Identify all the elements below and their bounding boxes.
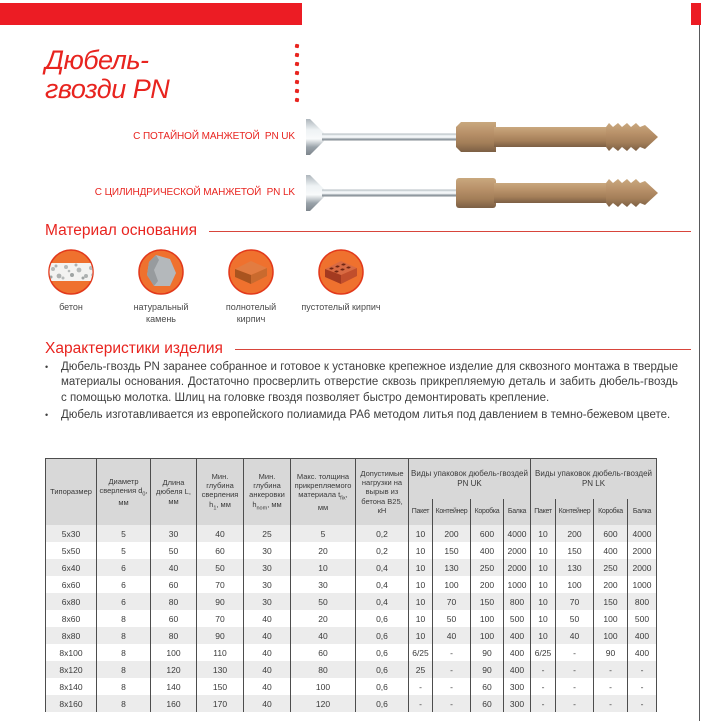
column-header-pullout-load: Допустимые нагрузки на вырыв из бетона В25, кН [356,459,409,526]
table-cell: 0,6 [356,695,409,712]
nail-pn-lk-image [306,169,658,217]
table-cell: 130 [433,559,471,576]
table-cell: 8x60 [46,610,97,627]
table-cell: 100 [151,644,197,661]
bullet-text: Дюбель изготавливается из европейского полиамида PA6 методом литья под давлением в темно-бежевом цвете. [61,408,671,421]
table-cell: 100 [471,627,504,644]
table-cell: 8x80 [46,627,97,644]
table-cell: 8 [97,627,151,644]
table-cell: 0,2 [356,542,409,559]
table-cell: - [556,644,594,661]
table-cell: 120 [151,661,197,678]
page-title-line2: гвозди PN [45,73,170,104]
table-cell: 60 [197,542,244,559]
table-cell: - [628,661,657,678]
table-cell: 120 [291,695,356,712]
table-cell: 30 [244,542,291,559]
table-cell: 8 [97,610,151,627]
table-cell: - [594,678,628,695]
table-cell: - [433,678,471,695]
table-cell: 90 [471,644,504,661]
table-row [46,695,657,712]
table-cell: 300 [504,695,531,712]
page-right-edge [699,25,700,721]
table-cell: 80 [291,661,356,678]
table-cell: 2000 [628,559,657,576]
table-cell: 90 [594,644,628,661]
table-cell: 130 [197,661,244,678]
table-cell: 400 [504,661,531,678]
product-label-pn-lk: С ЦИЛИНДРИЧЕСКОЙ МАНЖЕТОЙ PN LK [94,187,295,198]
bullet-marker: • [45,409,49,420]
table-cell: 40 [244,678,291,695]
table-cell: 150 [197,678,244,695]
red-dot [295,53,300,58]
material-item-hollow-brick [296,248,386,325]
table-cell: 6x60 [46,576,97,593]
table-cell: - [594,661,628,678]
table-cell: 30 [291,576,356,593]
table-cell: 400 [628,644,657,661]
table-cell: 8 [97,678,151,695]
heading-rule [235,349,691,350]
table-cell: 0,4 [356,593,409,610]
table-cell: 40 [197,525,244,542]
table-cell: 6x80 [46,593,97,610]
table-cell: 0,6 [356,644,409,661]
table-cell: 80 [151,627,197,644]
group-header-pn-uk: Виды упаковок дюбель-гвоздей PN UK [409,459,531,500]
table-cell: 20 [291,542,356,559]
table-cell: 70 [556,593,594,610]
table-cell: 6/25 [531,644,556,661]
table-cell: 4000 [628,525,657,542]
table-cell: - [628,695,657,712]
table-cell: 150 [594,593,628,610]
table-cell: 60 [471,695,504,712]
table-cell: - [409,678,433,695]
table-cell: 10 [409,610,433,627]
table-cell: 150 [433,542,471,559]
characteristics-list [45,360,678,425]
table-cell: 40 [244,644,291,661]
table-cell: 10 [531,559,556,576]
table-cell: 20 [291,610,356,627]
table-cell: 60 [291,644,356,661]
red-dot [295,62,300,67]
table-cell: 60 [471,678,504,695]
material-item-solid-brick [206,248,296,325]
table-cell: 250 [594,559,628,576]
group-header-pn-lk: Виды упаковок дюбель-гвоздей PN LK [531,459,657,500]
table-cell: 10 [409,576,433,593]
characteristics-heading-text: Характеристики изделия [45,340,223,357]
table-cell: 0,6 [356,661,409,678]
table-row [46,610,657,627]
table-cell: 200 [471,576,504,593]
table-cell: 8x140 [46,678,97,695]
table-cell: 140 [151,678,197,695]
solid-brick-icon [227,248,275,296]
packaging-header: Балка [504,499,531,525]
table-row [46,678,657,695]
material-label: пустотелый кирпич [301,302,381,312]
table-cell: 1000 [628,576,657,593]
table-cell: 8 [97,661,151,678]
table-cell: 500 [504,610,531,627]
table-cell: 6x40 [46,559,97,576]
packaging-header: Балка [628,499,657,525]
table-cell: 90 [197,627,244,644]
characteristics-section-heading [45,340,691,358]
material-item-natural-stone [116,248,206,325]
table-cell: 10 [409,542,433,559]
table-cell: 110 [197,644,244,661]
table-row [46,559,657,576]
table-row [46,576,657,593]
page-title [45,46,169,104]
nail-pn-uk-image [306,113,658,161]
heading-rule [209,231,691,232]
table-cell: 150 [556,542,594,559]
table-cell: 40 [244,610,291,627]
table-cell: 25 [409,661,433,678]
page-title-line1: Дюбель- [45,45,149,75]
product-label-pn-uk: С ПОТАЙНОЙ МАНЖЕТОЙ PN UK [133,131,295,142]
bullet-marker: • [45,362,49,372]
table-cell: 150 [471,593,504,610]
table-cell: 10 [409,593,433,610]
table-cell: 10 [531,542,556,559]
red-dot [295,89,300,94]
table-cell: 6 [97,559,151,576]
table-cell: 600 [471,525,504,542]
table-cell: 2000 [628,542,657,559]
table-cell: 70 [197,576,244,593]
table-cell: 160 [151,695,197,712]
table-cell: 4000 [504,525,531,542]
material-label: натуральный камень [133,302,189,324]
table-cell: 100 [556,576,594,593]
table-row [46,661,657,678]
table-cell: - [531,695,556,712]
table-cell: 5x30 [46,525,97,542]
material-label: бетон [59,302,83,312]
column-header-max-material-thickness: Макс. толщина прикрепляемого материала $t_{fix}$, мм [291,459,356,526]
top-banner-right [691,3,701,25]
red-dot [295,80,300,85]
table-cell: 200 [594,576,628,593]
table-header-row-1 [46,459,657,500]
table-cell: 8x100 [46,644,97,661]
bullet-text: Дюбель-гвоздь PN заранее собранное и готовое к установке крепежное изделие для сквозного монтажа в твердые материалы основания. Достаточно просверлить отверстие сквозь прикрепляемую деталь и забить дюбель-гвоздь с помощью молотка. Шлиц на головке гвоздя позволяет быстро демонтировать крепление. [61,361,678,404]
table-cell: 60 [151,576,197,593]
table-cell: 250 [471,559,504,576]
size-table [45,458,656,712]
table-cell: 0,2 [356,525,409,542]
table-cell: 10 [531,610,556,627]
table-cell: 70 [433,593,471,610]
table-cell: 8 [97,644,151,661]
top-banner [0,3,302,25]
concrete-icon [47,248,95,296]
red-dot [295,71,300,76]
table-cell: - [531,678,556,695]
table-cell: 50 [291,593,356,610]
table-cell: 10 [531,525,556,542]
table-cell: 800 [504,593,531,610]
table-cell: 40 [244,627,291,644]
table-cell: 5 [291,525,356,542]
table-cell: 40 [556,627,594,644]
table-cell: 2000 [504,542,531,559]
table-cell: 10 [531,576,556,593]
table-cell: 0,4 [356,576,409,593]
red-dot [295,98,300,103]
table-cell: 40 [291,627,356,644]
table-cell: 400 [504,644,531,661]
table-cell: - [556,661,594,678]
table-cell: 8x160 [46,695,97,712]
table-cell: 0,6 [356,627,409,644]
table-cell: 40 [244,695,291,712]
table-cell: 5x50 [46,542,97,559]
table-cell: 50 [556,610,594,627]
table-cell: - [556,678,594,695]
table-cell: 80 [151,593,197,610]
material-label: полнотелый кирпич [225,302,277,324]
table-cell: 130 [556,559,594,576]
materials-icons-row [26,248,386,325]
column-header-typesize: Типоразмер [46,459,97,526]
table-row [46,542,657,559]
table-cell: - [556,695,594,712]
packaging-header: Контейнер [433,499,471,525]
table-cell: 30 [244,559,291,576]
red-dot [295,44,300,49]
table-cell: 50 [197,559,244,576]
table-cell: 200 [556,525,594,542]
table-cell: 100 [594,627,628,644]
table-cell: 5 [97,525,151,542]
table-cell: - [628,678,657,695]
materials-section-heading [45,222,691,240]
table-cell: 400 [628,627,657,644]
table-cell: 600 [594,525,628,542]
table-cell: 30 [244,576,291,593]
natural-stone-icon [137,248,185,296]
table-row [46,525,657,542]
table-cell: 10 [409,525,433,542]
packaging-header: Контейнер [556,499,594,525]
table-cell: 1000 [504,576,531,593]
table-cell: 500 [628,610,657,627]
packaging-header: Коробка [471,499,504,525]
table-cell: 30 [244,593,291,610]
material-item-concrete [26,248,116,325]
table-cell: 5 [97,542,151,559]
table-cell: 6 [97,576,151,593]
table-cell: 40 [151,559,197,576]
table-cell: 8 [97,695,151,712]
table-cell: 0,6 [356,610,409,627]
packaging-header: Пакет [531,499,556,525]
table-row [46,593,657,610]
table-cell: 100 [291,678,356,695]
table-cell: 0,4 [356,559,409,576]
column-header-dowel-length: Длина дюбеля L, мм [151,459,197,526]
column-header-min-anchor-depth: Мин. глубина анкеровки $h_{nom}$, мм [244,459,291,526]
table-cell: 10 [291,559,356,576]
table-cell: - [531,661,556,678]
table-cell: 60 [151,610,197,627]
red-dots-decoration [295,44,299,102]
table-cell: 10 [409,559,433,576]
table-cell: 100 [594,610,628,627]
table-cell: 800 [628,593,657,610]
table-row [46,644,657,661]
table-cell: 100 [471,610,504,627]
table-cell: 0,6 [356,678,409,695]
table-cell: 400 [594,542,628,559]
table-cell: 170 [197,695,244,712]
table-cell: 8x120 [46,661,97,678]
table-cell: 40 [244,661,291,678]
table-cell: 10 [531,593,556,610]
table-cell: 100 [433,576,471,593]
table-cell: - [594,695,628,712]
table-cell: 90 [197,593,244,610]
table-cell: - [433,644,471,661]
table-cell: 200 [433,525,471,542]
table-cell: 400 [504,627,531,644]
table-body [46,525,657,712]
table-cell: - [409,695,433,712]
table-cell: 10 [409,627,433,644]
materials-heading-text: Материал основания [45,222,198,239]
column-header-min-drill-depth: Мин. глубина сверления $h_1$, мм [197,459,244,526]
table-cell: 2000 [504,559,531,576]
table-cell: 10 [531,627,556,644]
packaging-header: Пакет [409,499,433,525]
packaging-header: Коробка [594,499,628,525]
table-cell: 300 [504,678,531,695]
table-cell: 70 [197,610,244,627]
table-cell: 400 [471,542,504,559]
hollow-brick-icon [317,248,365,296]
table-cell: 50 [151,542,197,559]
list-item [45,408,678,423]
column-header-drill-diameter: Диаметр сверления $d_0$, мм [97,459,151,526]
table-cell: 6/25 [409,644,433,661]
table-cell: - [433,661,471,678]
table-cell: 40 [433,627,471,644]
table-cell: 25 [244,525,291,542]
table-cell: - [433,695,471,712]
table-cell: 6 [97,593,151,610]
table-cell: 30 [151,525,197,542]
table-cell: 90 [471,661,504,678]
table-cell: 50 [433,610,471,627]
table-row [46,627,657,644]
list-item [45,360,678,406]
